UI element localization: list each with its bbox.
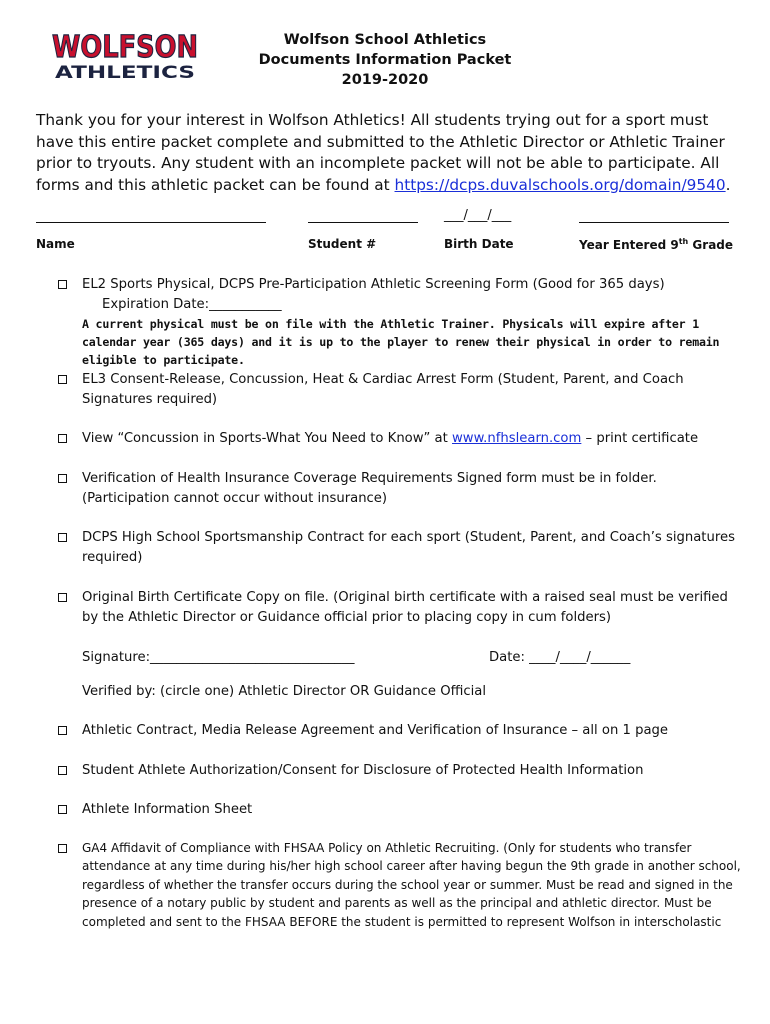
signature-field[interactable]: Signature:_______________________________: [82, 650, 355, 665]
school-year: 2019-2020: [341, 72, 429, 88]
checklist-item-info-sheet: Athlete Information Sheet: [58, 800, 748, 820]
checkbox-info-sheet[interactable]: [58, 805, 67, 814]
school-title: Wolfson School Athletics: [283, 32, 487, 48]
checkbox-el3[interactable]: [58, 375, 67, 384]
checklist-item-el3: EL3 Consent-Release, Concussion, Heat & Cardiac Arrest Form (Student, Parent, and Coach Signatures required): [58, 370, 748, 410]
packet-title: Documents Information Packet: [258, 52, 512, 68]
year-entered-line[interactable]: [579, 222, 729, 223]
checklist-item-concussion: View “Concussion in Sports-What You Need to Know” at www.nfhslearn.com – print certificate: [58, 429, 748, 449]
birth-date-label: Birth Date: [444, 237, 514, 251]
intro-paragraph: Thank you for your interest in Wolfson Athletics! All students trying out for a sport must have this entire packet complete and submitted to the Athletic Director or Athletic Trainer prior to tryouts. Any student with an incomplete packet will not be able to participate. All forms and this athletic packet can be found at https://dcps.duvalschools.org/domain/9540.: [36, 111, 731, 194]
athletics-domain-link[interactable]: https://dcps.duvalschools.org/domain/9540: [394, 175, 726, 194]
name-label: Name: [36, 237, 75, 251]
checklist-item-birth-certificate: Original Birth Certificate Copy on file. (Original birth certificate with a raised seal must be verified by the Athletic Director or Guidance official prior to placing copy in cum folders): [58, 588, 748, 628]
name-line[interactable]: [36, 222, 266, 223]
verified-by-line: Verified by: (circle one) Athletic Director OR Guidance Official: [82, 684, 486, 699]
year-entered-label: Year Entered 9th Grade: [579, 237, 734, 252]
checklist-item-authorization: Student Athlete Authorization/Consent for Disclosure of Protected Health Information: [58, 761, 748, 781]
student-number-label: Student #: [308, 237, 377, 251]
date-field[interactable]: Date: ____/____/______: [489, 650, 631, 665]
checklist-item-insurance: Verification of Health Insurance Coverage Requirements Signed form must be in folder. (Participation cannot occur without insurance): [58, 469, 748, 509]
physical-note: A current physical must be on file with the Athletic Trainer. Physicals will expire after 1 calendar year (365 days) and it is up to the player to renew their physical in order to remain eligible to participate.: [82, 317, 720, 367]
document-header: [230, 30, 540, 90]
nfhslearn-link[interactable]: www.nfhslearn.com: [452, 431, 582, 446]
logo-wolfson-text: WOLFSON: [52, 30, 198, 65]
expiration-date-field[interactable]: Expiration Date:___________: [102, 297, 282, 312]
checkbox-sportsmanship[interactable]: [58, 533, 67, 542]
checkbox-ga4[interactable]: [58, 844, 67, 853]
checkbox-concussion[interactable]: [58, 434, 67, 443]
checklist-item-el2: EL2 Sports Physical, DCPS Pre-Participation Athletic Screening Form (Good for 365 days) Expiration Date:___________ A current physical must be on file with the Athletic Trainer. Physicals will expire after 1 calendar year (365 days) and it is up to the player to renew their physical in order to remain eligible to participate.: [58, 275, 748, 369]
logo-athletics-text: ATHLETICS: [55, 63, 195, 83]
birth-date-line[interactable]: ___/___/___: [444, 208, 512, 223]
intro-text: Thank you for your interest in Wolfson Athletics! All students trying out for a sport must have this entire packet complete and submitted to the Athletic Director or Athletic Trainer prior to tryouts. Any student with an incomplete packet will not be able to participate. All forms and this athletic packet can be found at: [36, 111, 725, 194]
checklist-item-sportsmanship: DCPS High School Sportsmanship Contract for each sport (Student, Parent, and Coach’s signatures required): [58, 528, 748, 568]
student-number-line[interactable]: [308, 222, 418, 223]
checklist-item-ga4: GA4 Affidavit of Compliance with FHSAA Policy on Athletic Recruiting. (Only for students who transfer attendance at any time during his/her high school career after having begun the 9th grade in another school, regardless of whether the transfer occurs during the school year or summer. Must be read and signed in the presence of a notary public by student and parents as well as the principal and athletic director. Must be completed and sent to the FHSAA BEFORE the student is permitted to represent Wolfson in interscholastic: [58, 839, 748, 931]
checkbox-el2[interactable]: [58, 280, 67, 289]
checklist-item-contract: Athletic Contract, Media Release Agreement and Verification of Insurance – all on 1 page: [58, 721, 748, 741]
checkbox-contract[interactable]: [58, 726, 67, 735]
checkbox-authorization[interactable]: [58, 766, 67, 775]
checkbox-insurance[interactable]: [58, 474, 67, 483]
wolfson-athletics-logo: [50, 24, 200, 84]
checkbox-birth-certificate[interactable]: [58, 593, 67, 602]
